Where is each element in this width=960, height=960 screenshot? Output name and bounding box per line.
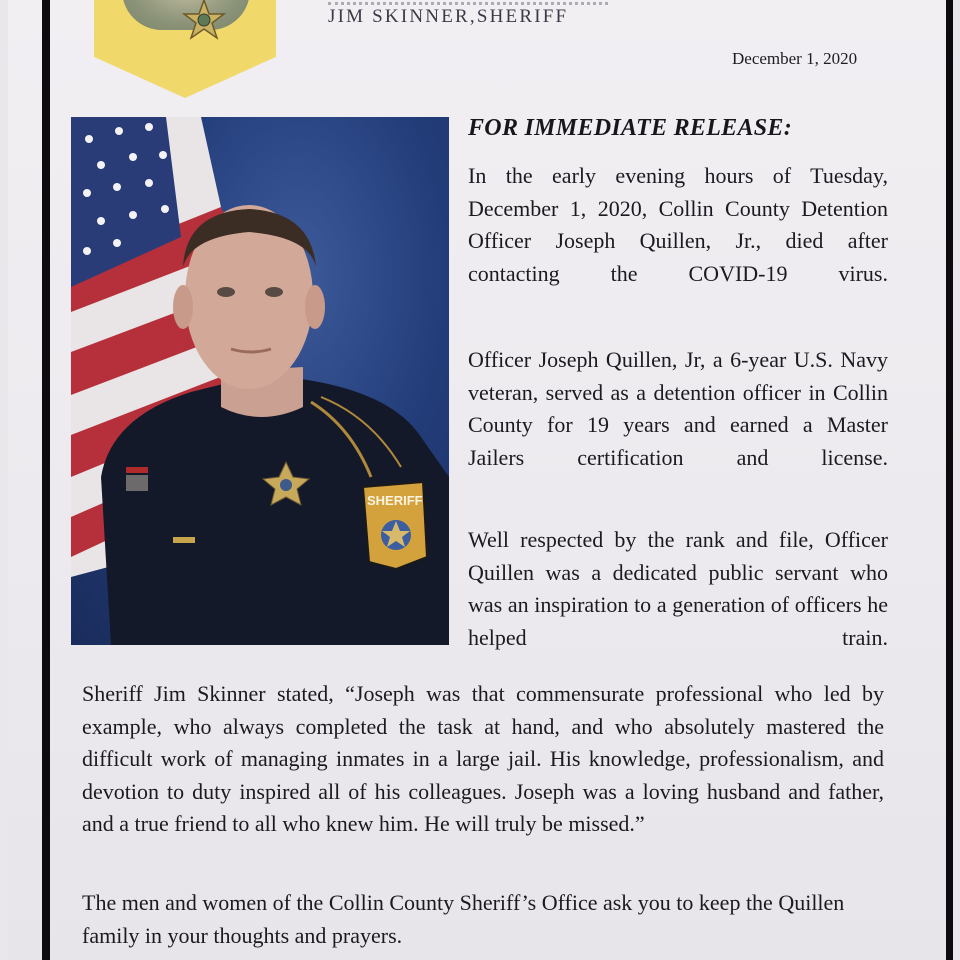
paragraph-closing: The men and women of the Collin County Sheriff’s Office ask you to keep the Quillen family in your thoughts and prayers. [82, 890, 845, 948]
svg-text:SHERIFF: SHERIFF [367, 493, 423, 508]
letterhead-title-cropped [328, 0, 608, 5]
sheriff-shoulder-patch [363, 482, 427, 569]
letterhead-sheriff-name: JIM SKINNER,SHERIFF [328, 6, 569, 27]
portrait-illustration [71, 117, 449, 645]
paragraph-sheriff-quote: Sheriff Jim Skinner stated, “Joseph was that commensurate professional who led by example, who always completed the task at hand, and who absolutely mastered the difficult work of managing inmates in a large jail. His knowledge, professionalism, and devotion to duty inspired all of his colleagues. Joseph was a loving husband and father, and a true friend to all who knew him. He will truly be missed.” [82, 681, 884, 836]
officer-portrait-photo [71, 117, 449, 645]
release-heading: FOR IMMEDIATE RELEASE: [468, 115, 793, 141]
press-release-page [8, 0, 952, 960]
release-date: December 1, 2020 [732, 49, 858, 68]
paragraph-announcement: In the early evening hours of Tuesday, December 1, 2020, Collin County Detention Officer Joseph Quillen, Jr., died after contacting the COVID-19 virus. [468, 163, 888, 286]
paragraph-tribute: Well respected by the rank and file, Officer Quillen was a dedicated public servant who was an inspiration to a generation of officers he helped train. [468, 527, 888, 650]
page-border-right [946, 0, 953, 960]
paragraph-service: Officer Joseph Quillen, Jr, a 6-year U.S. Navy veteran, served as a detention officer in Collin County for 19 years and earned a Master Jailers certification and license. [468, 347, 888, 470]
page-border-left [42, 0, 50, 960]
sheriff-star-icon [176, 0, 232, 42]
